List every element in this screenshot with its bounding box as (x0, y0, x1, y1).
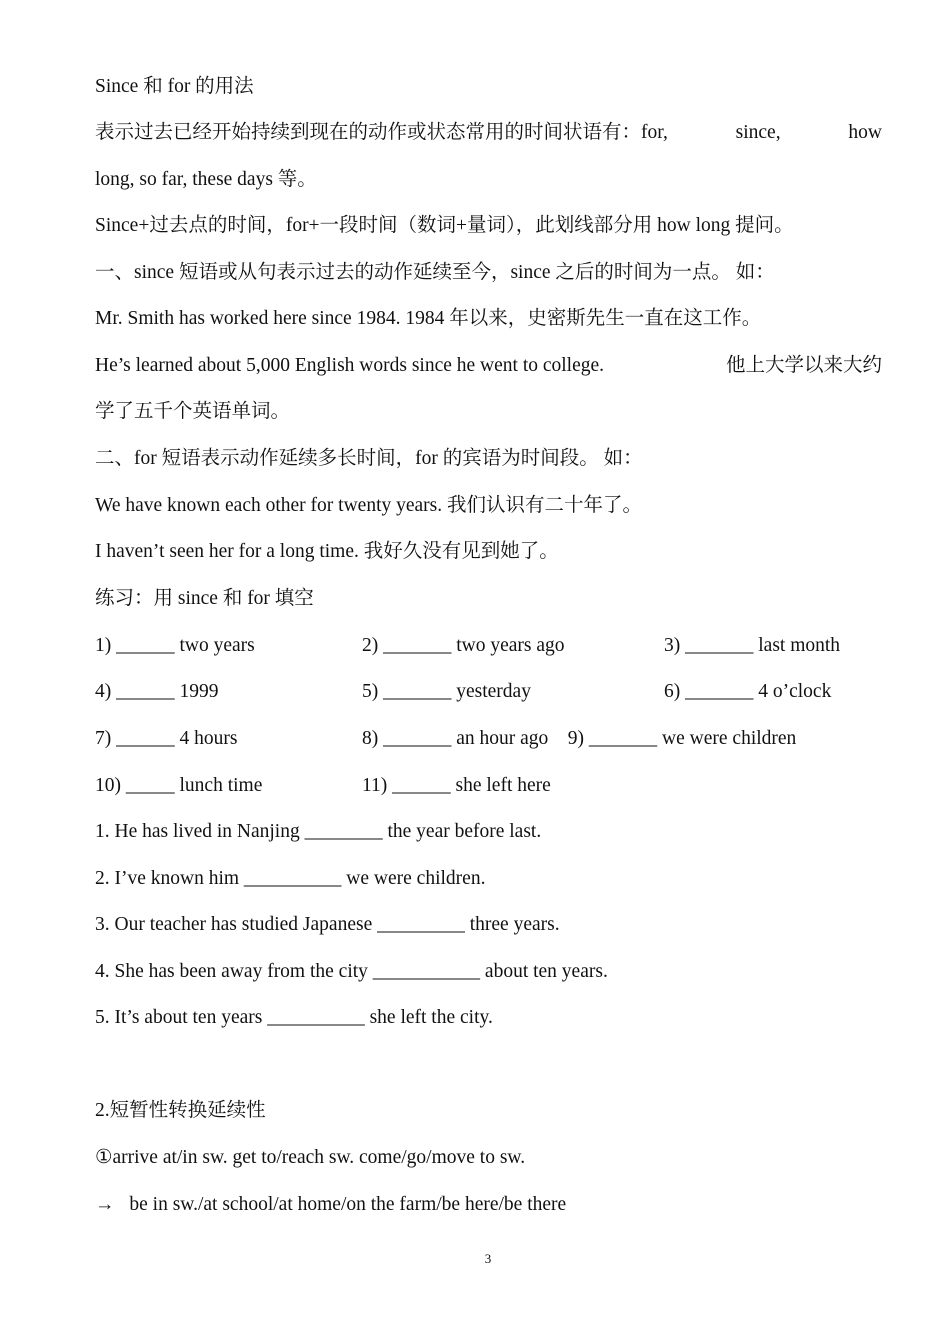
sentence-exercise: 3. Our teacher has studied Japanese _________ three years. (95, 914, 560, 935)
page-number: 3 (484, 1251, 492, 1266)
example-2 (95, 354, 882, 378)
exercise-item: 5) _______ yesterday (362, 681, 531, 702)
sentence-exercise: 4. She has been away from the city ___________ about ten years. (95, 961, 608, 982)
example-1: Mr. Smith has worked here since 1984. 1984 年以来，史密斯先生一直在这工作。 (95, 308, 762, 329)
example-2-continued: 学了五千个英语单词。 (95, 401, 291, 422)
section-2-heading: 二、for 短语表示动作延续多长时间，for 的宾语为时间段。 如： (95, 448, 643, 469)
sentence-exercise: 5. It’s about ten years __________ she left the city. (95, 1007, 493, 1028)
example-3: We have known each other for twenty years. 我们认识有二十年了。 (95, 495, 642, 516)
sentence-exercise: 2. I’ve known him __________ we were children. (95, 868, 486, 889)
exercise-item: 8) _______ an hour ago 9) _______ we were children (362, 728, 797, 749)
exercise-item: 11) ______ she left here (362, 775, 551, 796)
exercise-item: 2) _______ two years ago (362, 635, 565, 656)
part-2-heading: 2.短暂性转换延续性 (95, 1100, 266, 1121)
example-2-chinese: 他上大学以来大约 (725, 355, 882, 376)
section-1-heading: 一、since 短语或从句表示过去的动作延续至今，since 之后的时间为一点。 如： (95, 262, 775, 283)
intro-part: since, (735, 122, 781, 143)
intro-line-3: Since+过去点的时间，for+一段时间（数词+量词），此划线部分用 how long 提问。 (95, 215, 794, 236)
intro-part: 表示过去已经开始持续到现在的动作或状态常用的时间状语有：for, (95, 122, 668, 143)
exercise-item: 7) ______ 4 hours (95, 728, 238, 749)
exercise-item: 10) _____ lunch time (95, 775, 263, 796)
exercise-item: 3) _______ last month (664, 635, 841, 656)
part-2-item-1-result (95, 1193, 566, 1217)
intro-part: how (848, 122, 882, 143)
exercise-item: 6) _______ 4 o’clock (664, 681, 832, 702)
sentence-exercise: 1. He has lived in Nanjing ________ the year before last. (95, 821, 542, 842)
intro-line-2: long, so far, these days 等。 (95, 169, 317, 190)
practice-heading: 练习：用 since 和 for 填空 (95, 588, 314, 609)
right-arrow-icon: → (95, 1194, 115, 1215)
example-4: I haven’t seen her for a long time. 我好久没有见到她了。 (95, 541, 559, 562)
exercise-item: 4) ______ 1999 (95, 681, 219, 702)
result-text: be in sw./at school/at home/on the farm/be here/be there (129, 1194, 567, 1215)
part-2-item-1: ①arrive at/in sw. get to/reach sw. come/go/move to sw. (95, 1147, 526, 1168)
example-2-english: He’s learned about 5,000 English words since he went to college. (95, 355, 605, 376)
intro-line-1 (95, 121, 882, 145)
exercise-item: 1) ______ two years (95, 635, 255, 656)
title: Since 和 for 的用法 (95, 76, 254, 97)
